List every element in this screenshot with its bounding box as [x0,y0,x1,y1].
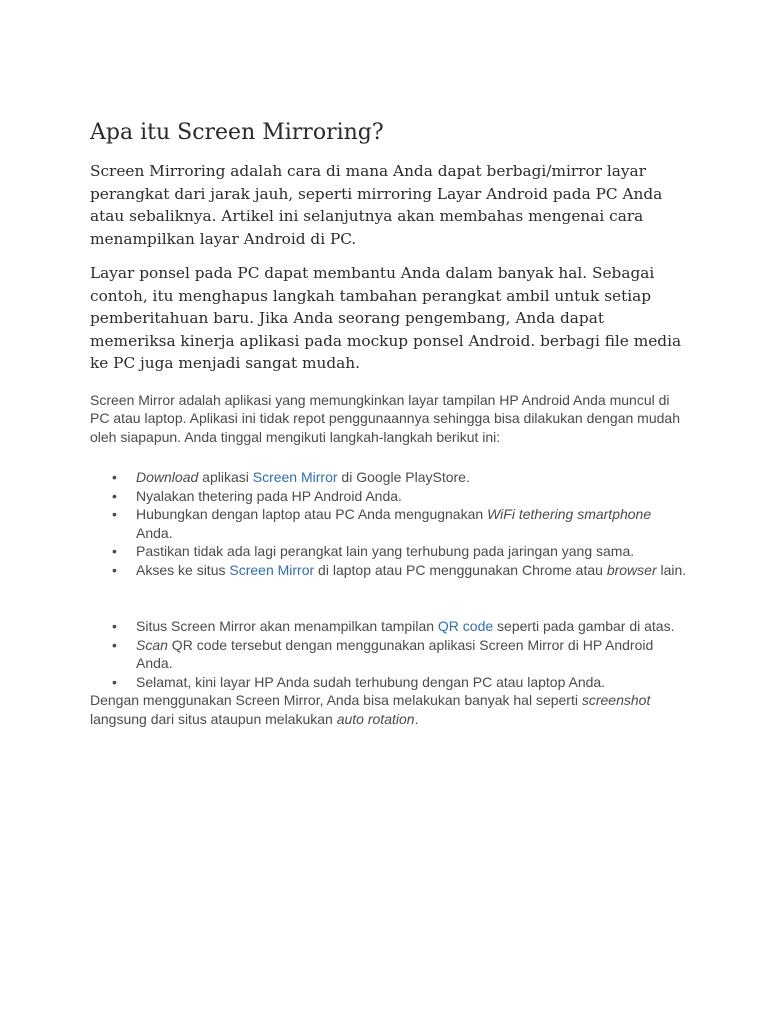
closing-emphasis: auto rotation [336,710,415,727]
step-text: Pastikan tidak ada lagi perangkat lain yang terhubung pada jaringan yang sama. [136,543,635,559]
bullet-icon: • [112,469,117,485]
closing-emphasis: screenshot [581,692,651,708]
step-text: aplikasi [198,469,253,485]
list-item [90,542,690,561]
steps-list-continued [90,617,690,691]
screen-mirror-link[interactable]: Screen Mirror [252,469,338,485]
intro-paragraph: Screen Mirroring adalah cara di mana Anda dapat berbagi/mirror layar perangkat dari jarak jauh, seperti mirroring Layar Android pada PC Anda atau sebaliknya. Artikel ini selanjutnya akan membahas mengenai cara menampilkan layar Android di PC. [90,162,663,248]
closing-text: langsung dari situs ataupun melakukan [90,710,337,727]
bullet-icon: • [112,636,117,653]
step-text: Selamat, kini layar HP Anda sudah terhubung dengan PC atau laptop Anda. [136,673,606,690]
screen-mirror-site-link[interactable]: Screen Mirror [229,561,315,578]
step-text: Situs Screen Mirror akan menampilkan tampilan [136,618,438,634]
list-item [90,487,690,506]
screen-mirror-description: Screen Mirror adalah aplikasi yang memungkinkan layar tampilan HP Android Anda muncul di PC atau laptop. Aplikasi ini tidak repot penggunaannya sehingga bisa dilakukan dengan mudah oleh siapapun. Anda tinggal mengikuti langkah-langkah berikut ini: [90,391,680,445]
step-emphasis: Scan [136,636,168,653]
step-text: seperti pada gambar di atas. [493,618,675,634]
bullet-icon: • [112,673,117,690]
page-title: Apa itu Screen Mirroring? [90,120,384,145]
step-text: Anda. [136,524,173,541]
step-emphasis: WiFi tethering smartphone [487,506,652,522]
list-item [90,468,690,487]
bullet-icon: • [112,618,117,634]
steps-list [90,468,690,579]
step-text: di laptop atau PC menggunakan Chrome atau [314,561,607,578]
bullet-icon: • [112,487,117,504]
closing-text: Dengan menggunakan Screen Mirror, Anda bisa melakukan banyak hal seperti [90,692,582,708]
closing-paragraph [90,691,690,728]
benefits-paragraph: Layar ponsel pada PC dapat membantu Anda dalam banyak hal. Sebagai contoh, itu menghapus langkah tambahan perangkat ambil untuk setiap pemberitahuan baru. Jika Anda seorang pengembang, Anda dapat memeriksa kinerja aplikasi pada mockup ponsel Android. berbagi file media ke PC juga menjadi sangat mudah. [90,264,682,372]
document-page [90,118,690,728]
list-item [90,505,690,542]
step-text: Hubungkan dengan laptop atau PC Anda mengugnakan [136,506,488,522]
step-text: Nyalakan thetering pada HP Android Anda. [136,487,402,504]
step-text: di Google PlayStore. [337,469,470,485]
closing-text: . [414,710,419,727]
bullet-icon: • [112,543,117,559]
list-item [90,561,690,580]
step-text: lain. [656,561,687,578]
step-text: Akses ke situs [136,561,230,578]
step-emphasis: browser [606,561,657,578]
list-item [90,617,690,636]
step-emphasis: Download [136,469,199,485]
list-item [90,673,690,692]
qr-code-link[interactable]: QR code [437,618,494,634]
step-text: QR code tersebut dengan menggunakan aplikasi Screen Mirror di HP Android Anda. [136,636,654,671]
list-item [90,636,690,673]
bullet-icon: • [112,506,117,522]
bullet-icon: • [112,561,117,578]
